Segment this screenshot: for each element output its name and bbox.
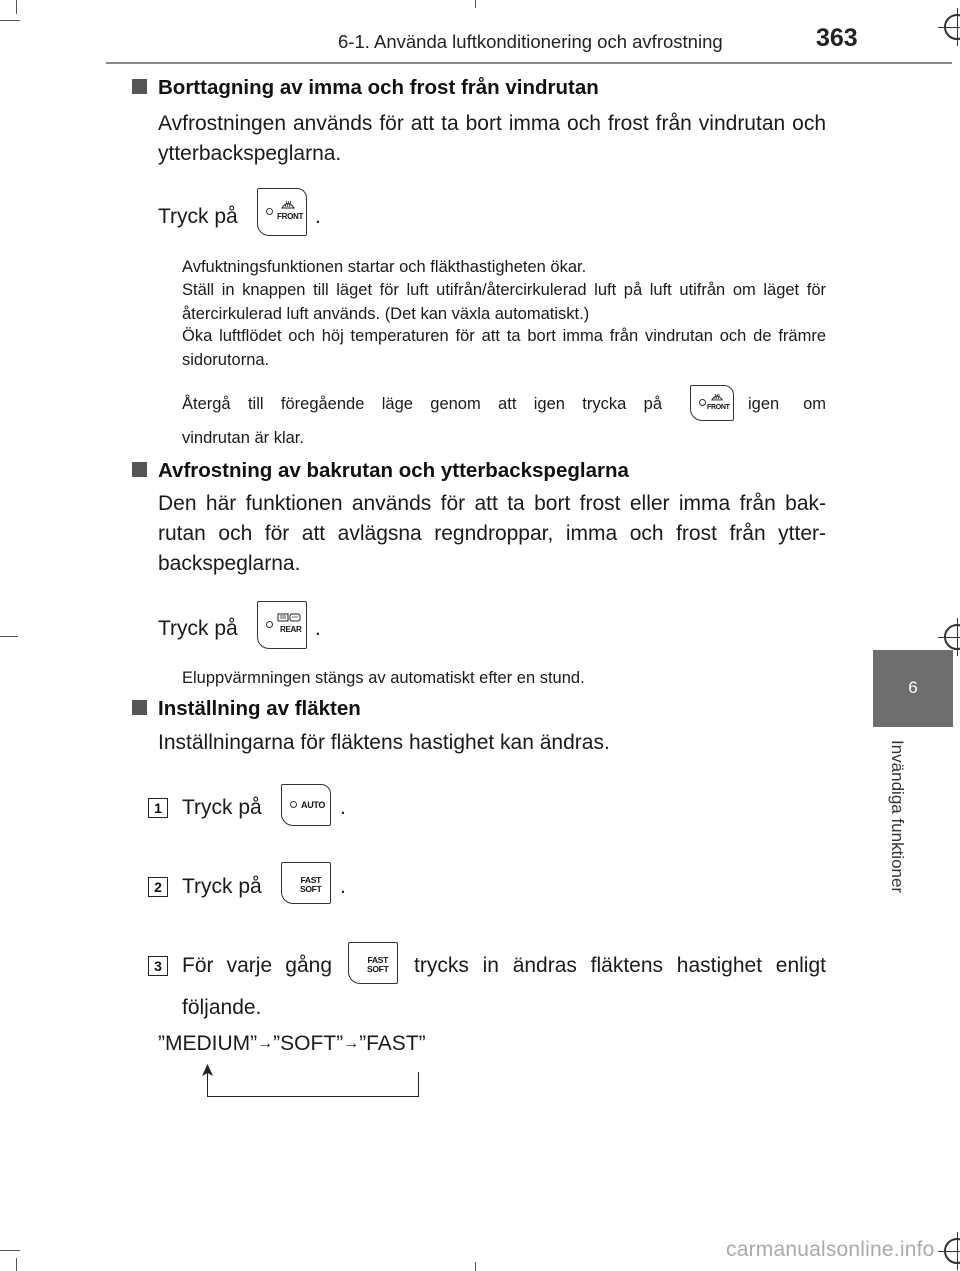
step-3-suffix: trycks in ändras fläktens hastighet enligt <box>414 954 826 977</box>
header-title: 6-1. Använda luftkonditionering och avfrostning <box>338 31 723 52</box>
windshield-note-4b: igen om <box>748 395 826 413</box>
fan-speed-button[interactable] <box>281 862 331 904</box>
indicator-light-icon <box>266 208 273 215</box>
bullet-square-icon <box>132 462 147 477</box>
step-2-text: Tryck på <box>182 875 262 898</box>
fast-soft-label: FAST SOFT <box>300 875 322 894</box>
step-1-text: Tryck på <box>182 796 262 819</box>
crop-mark <box>475 1262 476 1271</box>
section-heading-rear: Avfrostning av bakrutan och ytterbackspeglarna <box>132 459 629 483</box>
rear-defrost-button[interactable] <box>257 601 307 649</box>
crop-mark <box>0 1250 20 1251</box>
rear-label: REAR <box>280 625 302 634</box>
step-3-text: För varje gång <box>182 954 332 977</box>
rear-intro: Den här funktionen används för att ta bort frost eller imma från bak-rutan och för att avlägsna regndroppar, imma och frost från ytter-backspeglarna. <box>158 492 826 575</box>
crop-mark <box>475 0 476 8</box>
fan-intro: Inställningarna för fläktens hastighet kan ändras. <box>158 731 610 754</box>
windshield-note-4a: Återgå till föregående läge genom att igen trycka på <box>182 395 662 413</box>
windshield-intro: Avfrostningen används för att ta bort imma och frost från vindrutan och ytterbackspeglarna. <box>158 112 826 165</box>
step-number-1: 1 <box>148 798 168 818</box>
auto-label: AUTO <box>301 800 326 810</box>
bullet-square-icon <box>132 700 147 715</box>
watermark: carmanualsonline.info <box>726 1238 935 1261</box>
rear-note: Eluppvärmningen stängs av automatiskt efter en stund. <box>182 669 585 687</box>
registration-mark <box>944 624 960 650</box>
header-divider <box>106 62 952 64</box>
step-3-line2: följande. <box>182 996 262 1019</box>
cycle-loop-line <box>207 1072 419 1097</box>
rear-defrost-icon <box>277 613 301 622</box>
bullet-square-icon <box>132 79 147 94</box>
fast-soft-label: FAST SOFT <box>367 955 389 974</box>
windshield-note-2: Ställ in knappen till läget för luft utifrån/återcirkulerad luft på luft utifrån om läget för återcirkulerad luft används. (Det kan växla automatiskt.) <box>182 281 826 323</box>
front-label: FRONT <box>277 212 304 221</box>
section-heading-windshield: Borttagning av imma och frost från vindrutan <box>132 76 599 100</box>
page-number: 363 <box>816 24 858 52</box>
fan-speed-button-step3[interactable] <box>348 942 398 984</box>
crop-mark <box>16 0 17 14</box>
windshield-note-1: Avfuktningsfunktionen startar och fläkthastigheten ökar. <box>182 258 587 276</box>
chapter-label: Invändiga funktioner <box>888 740 907 894</box>
arrow-right-icon: → <box>343 1035 360 1052</box>
windshield-defrost-icon <box>281 199 295 209</box>
registration-mark <box>944 14 960 40</box>
arrow-up-icon <box>201 1064 214 1078</box>
fan-speed-sequence: ”MEDIUM”→”SOFT”→”FAST” <box>158 1032 426 1055</box>
crop-mark <box>0 20 20 21</box>
front-label: FRONT <box>707 404 730 411</box>
indicator-light-icon <box>290 801 297 808</box>
crop-mark <box>0 636 18 637</box>
windshield-note-3: Öka luftflödet och höj temperaturen för att ta bort imma från vindrutan och de främre sidorutorna. <box>182 327 826 369</box>
step-2-suffix: . <box>340 875 346 898</box>
step-number-3: 3 <box>148 956 168 976</box>
chapter-tab <box>873 650 953 727</box>
auto-button[interactable] <box>281 784 331 826</box>
crop-mark <box>16 1258 17 1271</box>
indicator-light-icon <box>266 621 273 628</box>
step-1-suffix: . <box>340 796 346 819</box>
chapter-number: 6 <box>908 678 918 697</box>
press-suffix: . <box>315 617 321 640</box>
step-number-2: 2 <box>148 877 168 897</box>
windshield-note-4c: vindrutan är klar. <box>182 429 304 447</box>
front-defrost-button[interactable] <box>257 188 307 236</box>
section-heading-fan: Inställning av fläkten <box>132 697 361 721</box>
front-defrost-button-small[interactable] <box>690 385 734 421</box>
press-suffix: . <box>315 205 321 228</box>
windshield-defrost-icon <box>711 392 723 401</box>
arrow-right-icon: → <box>257 1035 274 1052</box>
indicator-light-icon <box>699 399 706 406</box>
registration-mark <box>944 1238 960 1264</box>
press-text: Tryck på <box>158 617 238 640</box>
press-text: Tryck på <box>158 205 238 228</box>
